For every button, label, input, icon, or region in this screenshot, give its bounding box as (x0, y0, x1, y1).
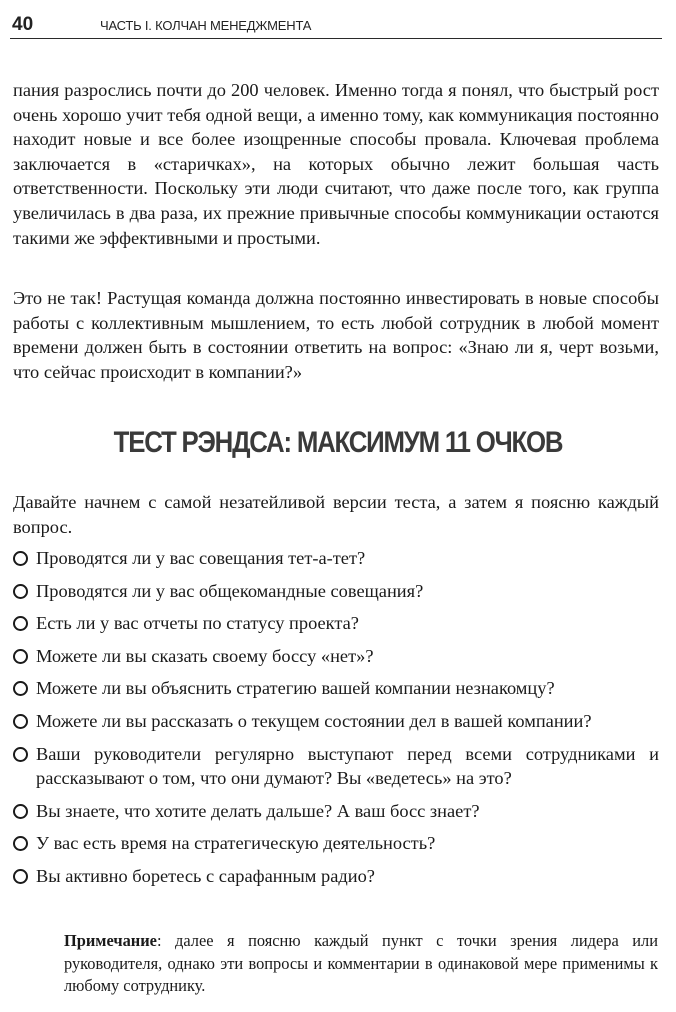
checklist-item-text: Можете ли вы объяснить стратегию вашей компании незнакомцу? (36, 678, 555, 699)
checklist-item-text: Ваши руководители регулярно выступают перед всеми сотрудниками и рассказывают о том, что они думают? Вы «ведетесь» на это? (36, 743, 659, 789)
checklist-item-text: Можете ли вы сказать своему боссу «нет»? (36, 645, 374, 666)
checklist-item (13, 831, 659, 856)
checklist-item (13, 709, 659, 734)
checkbox-circle-icon (13, 869, 28, 884)
chapter-title: ЧАСТЬ I. КОЛЧАН МЕНЕДЖМЕНТА (100, 18, 312, 33)
checkbox-circle-icon (13, 584, 28, 599)
checklist-item (13, 611, 659, 636)
checklist-item (13, 644, 659, 669)
checklist-item-text: Проводятся ли у вас совещания тет-а-тет? (36, 548, 366, 568)
checklist-item-text: Вы знаете, что хотите делать дальше? А ваш босс знает? (36, 800, 480, 821)
checklist-item (13, 546, 659, 571)
note-block (64, 930, 658, 998)
checklist-item (13, 676, 659, 701)
note-text: : далее я поясню каждый пункт с точки зрения лидера или руководителя, однако эти вопросы и комментарии в одинаковой мере применимы к любому сотруднику. (64, 931, 658, 995)
checkbox-circle-icon (13, 681, 28, 696)
checkbox-circle-icon (13, 714, 28, 729)
checkbox-circle-icon (13, 747, 28, 762)
checkbox-circle-icon (13, 551, 28, 566)
body-paragraph-2: Это не так! Растущая команда должна постоянно инвестировать в новые способы работы с коллективным мышлением, то есть любой сотрудник в любой момент времени должен быть в состоянии ответить на вопрос: «Знаю ли я, черт возьми, что сейчас происходит в компании?» (13, 288, 659, 382)
checklist-item-text: У вас есть время на стратегическую деятельность? (36, 833, 436, 854)
checklist-item (13, 579, 659, 604)
checklist-item (13, 864, 659, 889)
checklist-item-text: Можете ли вы рассказать о текущем состоянии дел в вашей компании? (36, 710, 592, 731)
checkbox-circle-icon (13, 649, 28, 664)
checkbox-circle-icon (13, 836, 28, 851)
body-paragraph-1: пания разрослись почти до 200 человек. Именно тогда я понял, что быстрый рост очень хорошо учит тебя одной вещи, а именно тому, как коммуникация постоянно находит новые и все более изощренные способы провала. Ключевая проблема заключается в «старичках», на которых обычно лежит большая часть ответственности. Поскольку эти люди считают, что даже после того, как группа увеличилась в два раза, их прежние привычные способы коммуникации остаются такими же эффективными и простыми. (13, 80, 659, 248)
note-label: Примечание (64, 931, 157, 950)
checklist-item-text: Проводятся ли у вас общекомандные совещания? (36, 580, 424, 601)
checkbox-circle-icon (13, 616, 28, 631)
running-header (10, 12, 662, 39)
checkbox-circle-icon (13, 804, 28, 819)
checklist-item-text: Есть ли у вас отчеты по статусу проекта? (36, 613, 359, 634)
checklist-item (13, 742, 659, 791)
checklist-item (13, 799, 659, 824)
section-intro: Давайте начнем с самой незатейливой версии теста, а затем я поясню каждый вопрос. (13, 492, 659, 537)
section-heading: ТЕСТ РЭНДСА: МАКСИМУМ 11 ОЧКОВ (113, 426, 563, 459)
page-number: 40 (12, 14, 34, 35)
question-checklist (13, 546, 659, 897)
checklist-item-text: Вы активно боретесь с сарафанным радио? (36, 865, 375, 886)
